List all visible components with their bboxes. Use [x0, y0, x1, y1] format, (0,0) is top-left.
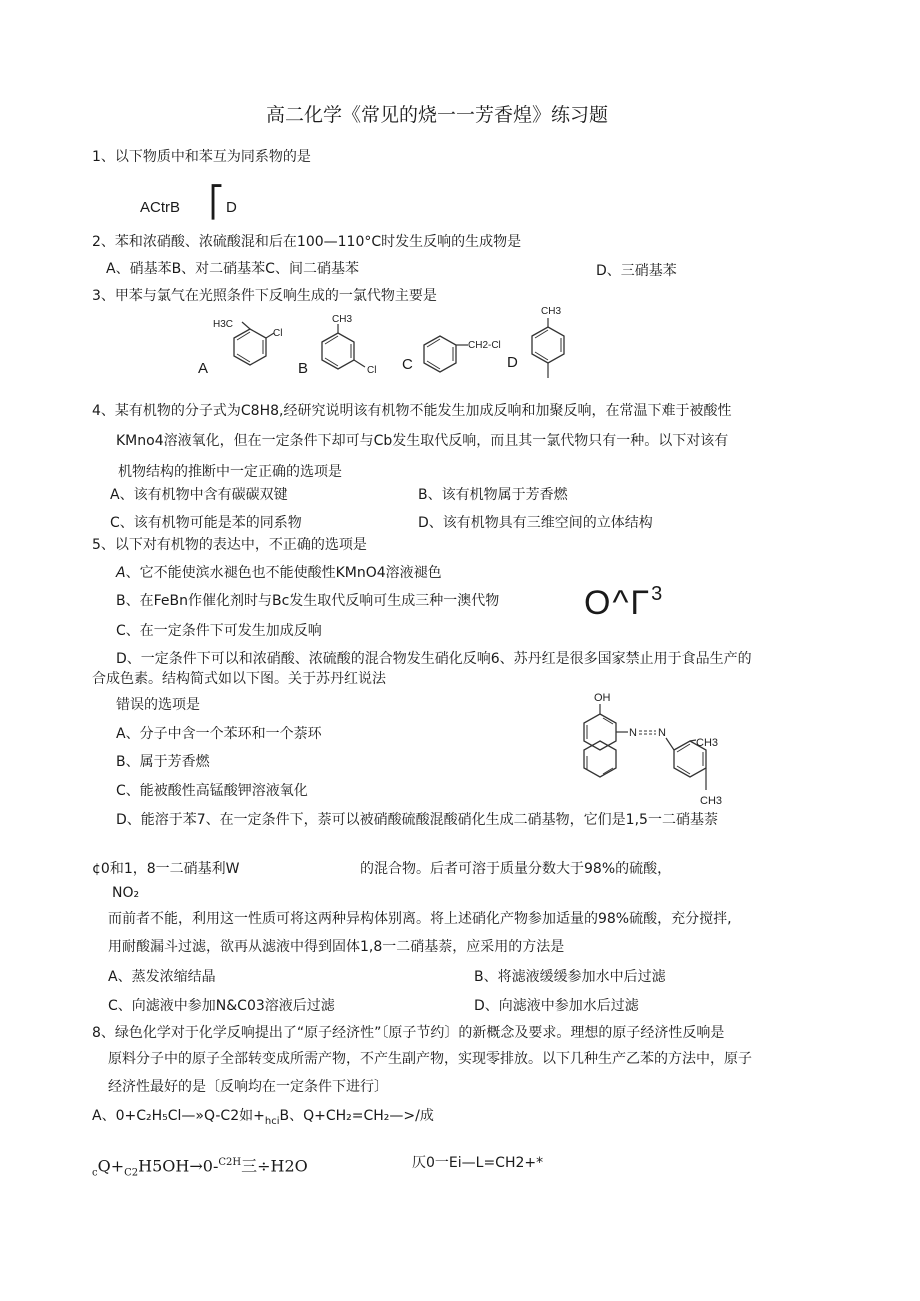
q5-option-a [116, 564, 442, 582]
q8-option-d: 仄0一Ei—L=CH2+* [412, 1155, 544, 1171]
q5-option-d-line-1: D、一定条件下可以和浓硝酸、浓硫酸的混合物发生硝化反响6、苏丹红是很多国家禁止用于食品生产的 [116, 651, 752, 667]
q8-option-c-part-1: Q+ [97, 1156, 125, 1176]
q5-structure-main: O^Γ [584, 584, 652, 622]
q3-stem: 3、甲苯与氯气在光照条件下反响生成的一氯代物主要是 [92, 288, 437, 304]
q4-option-a: A、该有机物中含有碳碳双键 [110, 487, 288, 503]
q3-a-cl-label: Cl [273, 328, 283, 339]
q3-label-a: A [198, 360, 209, 377]
q4-line-3: 机物结构的推断中一定正确的选项是 [118, 464, 342, 480]
q3-c-ch2cl-label: CH2-Cl [468, 340, 501, 351]
q8-options-ab [92, 1107, 434, 1131]
q6-line-3: 错误的选项是 [116, 697, 200, 713]
q3-b-cl-label: Cl [367, 365, 377, 376]
q2-option-d: D、三硝基苯 [596, 263, 677, 279]
q5-option-a-letter: A [116, 565, 126, 581]
q7-line-1-right: 的混合物。后者可溶于质量分数大于98%的硫酸， [360, 861, 672, 877]
q5-option-b: B、在FeBn作催化剂时与Bc发生取代反响可生成三种一澳代物 [116, 593, 500, 609]
q6-option-c: C、能被酸性高锰酸钾溶液氧化 [116, 783, 308, 799]
q1-stem: 1、以下物质中和苯互为同系物的是 [92, 149, 311, 165]
q6-line-2: 合成色素。结构简式如以下图。关于苏丹红说法 [92, 671, 386, 687]
q6-option-a: A、分子中含一个苯环和一个萘环 [116, 726, 322, 742]
q7-option-a: A、蒸发浓缩结晶 [108, 969, 216, 985]
q1-bracket-glyph: ⎡ [209, 185, 224, 220]
q2-stem: 2、苯和浓硝酸、浓硫酸混和后在100—110°C时发生反响的生成物是 [92, 234, 522, 250]
sudan-ch3-b-label: CH3 [700, 795, 723, 807]
q5-stem: 5、以下对有机物的表达中，不正确的选项是 [92, 537, 367, 553]
q3-label-c: C [402, 356, 413, 373]
q8-line-1: 8、绿色化学对于化学反响提出了“原子经济性”〔原子节约〕的新概念及要求。理想的原子经济性反响是 [92, 1025, 725, 1041]
q3-label-b: B [298, 360, 309, 377]
q4-option-b: B、该有机物属于芳香燃 [418, 487, 568, 503]
q3-d-ch3-label: CH3 [541, 306, 562, 317]
q8-option-c-pre: c [92, 1167, 98, 1179]
q8-option-c-sub: C2 [124, 1167, 139, 1179]
page-title: 高二化学《常见的烧一一芳香煌》练习题 [266, 104, 609, 126]
q3-label-d: D [507, 354, 518, 371]
q7-line-3: 用耐酸漏斗过滤，欲再从滤液中得到固体1,8一二硝基萘，应采用的方法是 [108, 939, 565, 955]
q6-option-d: D、能溶于苯7、在一定条件下，萘可以被硝酸硫酸混酸硝化生成二硝基物，它们是1,5一二硝基萘 [116, 812, 718, 828]
q5-option-c: C、在一定条件下可发生加成反响 [116, 623, 322, 639]
q5-structure-glyph [584, 575, 664, 622]
q7-line-2: 而前者不能，利用这一性质可将这两种异构体别离。将上述硝化产物参加适量的98%硫酸，充分搅拌, [108, 911, 732, 927]
q7-option-d: D、向滤液中参加水后过滤 [474, 998, 639, 1014]
q8-option-c [92, 1154, 308, 1183]
sudan-n1-label: N [629, 727, 637, 739]
q3-b-ch3-label: CH3 [332, 314, 353, 325]
q3-structure-b [312, 312, 392, 382]
q5-option-a-text: 、它不能使滨水褪色也不能使酸性KMnO4溶液褪色 [125, 565, 442, 581]
q1-options-ab: ACtrB [140, 199, 181, 216]
q8-option-a: A、0+C₂H₅Cl—»Q-C2如+ [92, 1108, 265, 1124]
q7-line-1-left: ¢0和1，8一二硝基利W [92, 861, 240, 877]
q7-option-b: B、将滤液缓缓参加水中后过滤 [474, 969, 666, 985]
q2-options-abc: A、硝基苯B、对二硝基苯C、间二硝基苯 [106, 261, 359, 277]
q7-option-c: C、向滤液中参加N&C03溶液后过滤 [108, 998, 335, 1014]
sudan-oh-label: OH [594, 692, 611, 704]
q4-option-d: D、该有机物具有三维空间的立体结构 [418, 515, 653, 531]
q8-line-2: 原料分子中的原子全部转变成所需产物，不产生副产物，实现零排放。以下几种生产乙苯的方法中，原子 [108, 1051, 752, 1067]
sudan-n2-label: N [658, 727, 666, 739]
q3-a-ch3-label: H3C [213, 319, 234, 330]
q1-option-d: D [226, 199, 237, 216]
q5-structure-sup: 3 [651, 583, 665, 605]
q4-line-2: KMno4溶液氧化，但在一定条件下却可与Cb发生取代反响，而且其一氯代物只有一种。以下对该有 [116, 433, 729, 449]
q8-option-a-sub: hci [264, 1115, 280, 1127]
q4-option-c: C、该有机物可能是苯的同系物 [110, 515, 302, 531]
q3-structure-d [518, 302, 578, 386]
q8-option-b: B、Q+CH₂=CH₂—>/成 [279, 1108, 434, 1124]
sudan-red-structure [570, 690, 740, 810]
q6-option-b: B、属于芳香燃 [116, 754, 210, 770]
q4-line-1: 4、某有机物的分子式为C8H8,经研究说明该有机物不能发生加成反响和加聚反响，在常温下难于被酸性 [92, 403, 732, 419]
q8-line-3: 经济性最好的是〔反响均在一定条件下进行〕 [108, 1079, 388, 1095]
q8-option-c-part-3: 三÷H2O [241, 1156, 308, 1176]
q3-structure-a [212, 316, 282, 386]
sudan-ch3-a-label: CH3 [696, 737, 719, 749]
q8-option-c-part-2: H5OH→0- [138, 1156, 219, 1176]
q7-no2-label: NO₂ [112, 885, 140, 901]
q8-option-c-sup: C2H [218, 1157, 242, 1168]
